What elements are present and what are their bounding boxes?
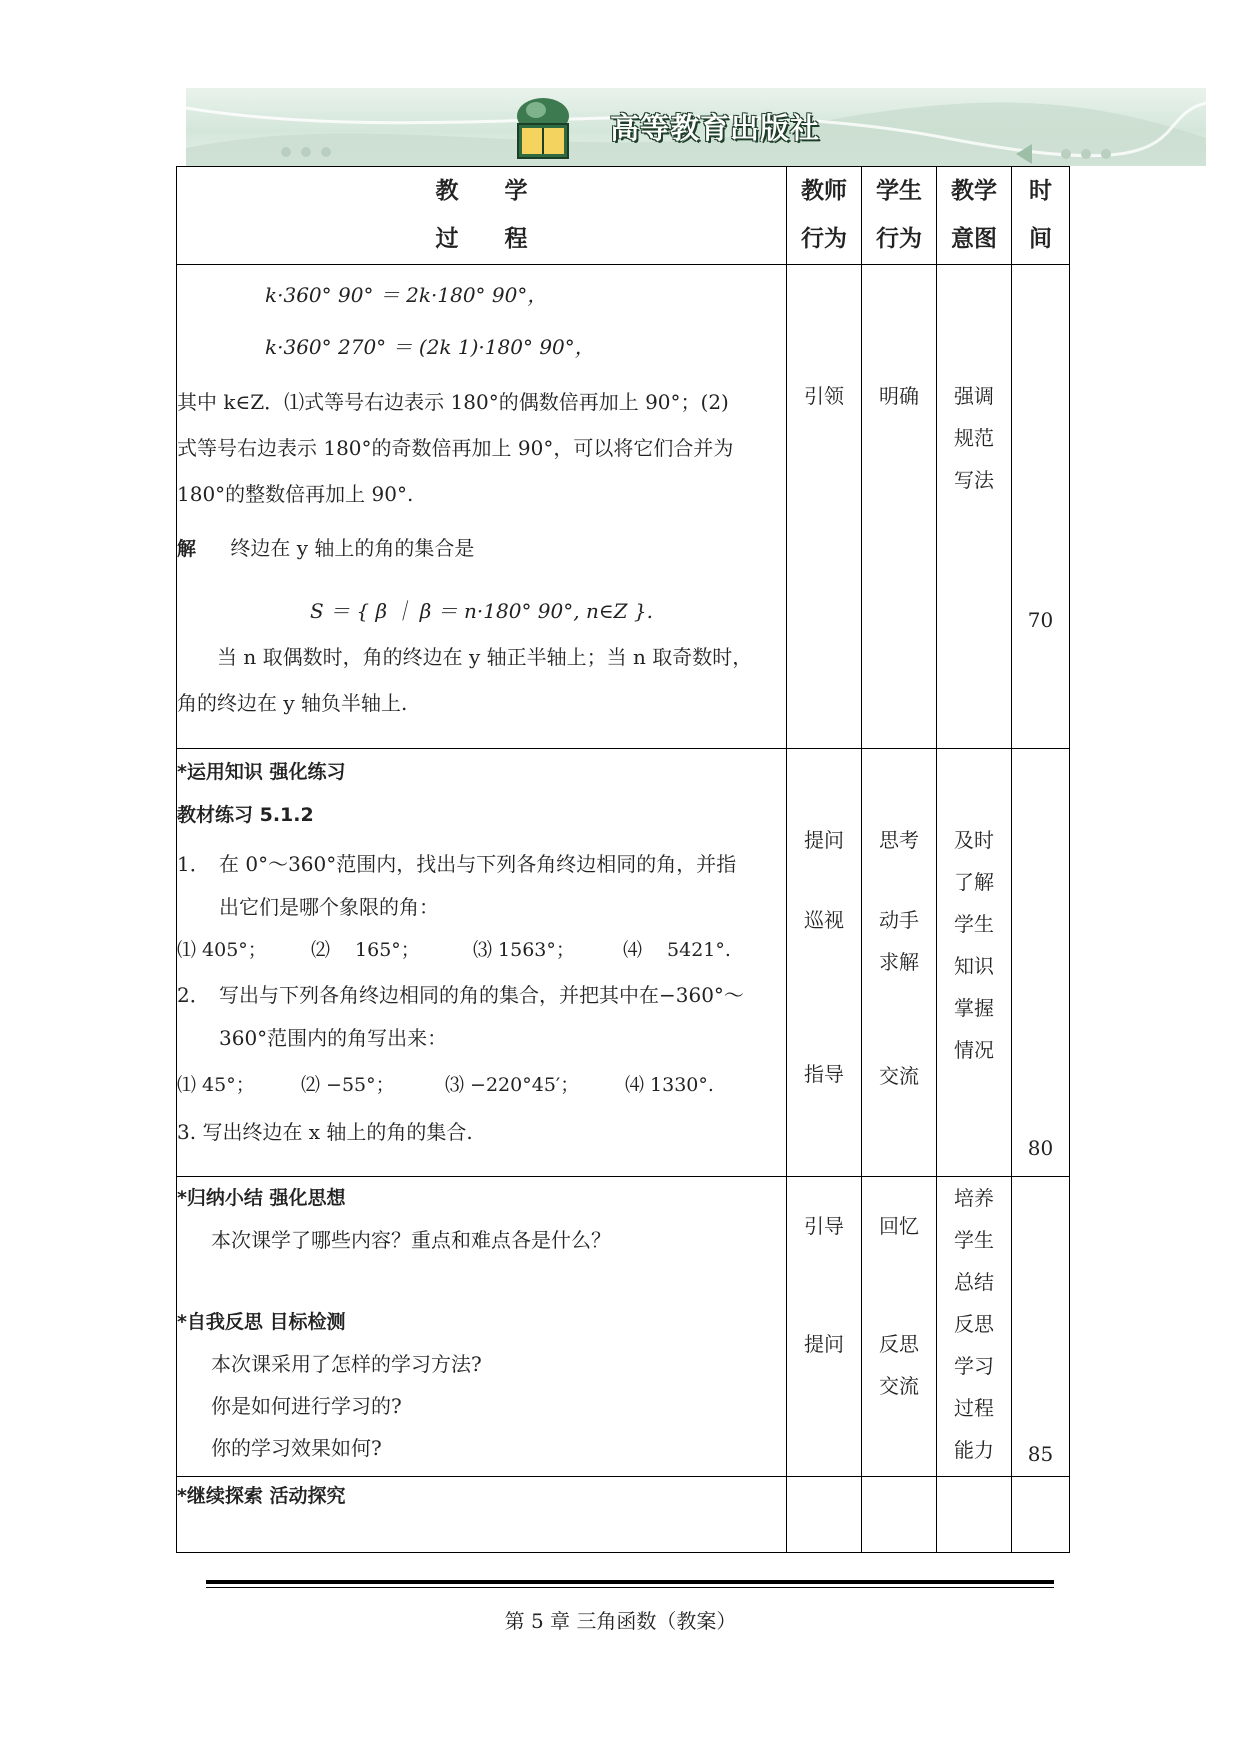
row2-student-2: 动手 [879, 908, 919, 932]
row4-intent [937, 1477, 1012, 1553]
row1-student-action: 明确 [879, 384, 919, 408]
section-explore: *继续探索 活动探究 [177, 1485, 346, 1507]
question-2-number: 2． [177, 983, 210, 1007]
table-header-row [177, 167, 1070, 265]
row2-student-4: 交流 [879, 1064, 919, 1088]
header-teacher-1: 教师 [801, 178, 847, 204]
question-2-line-2: 360°范围内的角写出来： [219, 1026, 448, 1050]
row1-time-value: 70 [1027, 608, 1054, 632]
row3-student [862, 1177, 937, 1477]
q1-item-3: ⑶ 1563°； [473, 939, 575, 961]
q2-item-4: ⑷ 1330°. [625, 1074, 714, 1096]
row3-intent-3: 总结 [954, 1270, 994, 1294]
question-1-line-1: 在 0°～360°范围内，找出与下列各角终边相同的角，并指 [219, 852, 737, 876]
row3-student-2: 反思 [879, 1332, 919, 1356]
row2-teacher-2: 巡视 [804, 908, 844, 932]
header-intent-2: 意图 [951, 226, 997, 252]
row2-student-3: 求解 [879, 950, 919, 974]
row4-time [1012, 1477, 1070, 1553]
row2-student-1: 思考 [879, 828, 919, 852]
row2-content [177, 749, 787, 1177]
equation-1: k·360° 90° ＝ 2k·180° 90°， [265, 283, 548, 307]
section-practice: *运用知识 强化练习 [177, 761, 346, 783]
table-row [177, 1177, 1070, 1477]
page-footer: 第 5 章 三角函数（教案） [504, 1609, 737, 1633]
conclusion-line-2: 角的终边在 y 轴负半轴上. [177, 691, 408, 715]
row4-teacher [787, 1477, 862, 1553]
header-process-bottom: 过 程 [435, 226, 528, 252]
row2-intent-6: 情况 [954, 1038, 994, 1062]
row2-teacher-1: 提问 [804, 828, 844, 852]
row3-intent-2: 学生 [954, 1228, 994, 1252]
q1-item-1: ⑴ 405°； [177, 939, 267, 961]
question-1-number: 1． [177, 852, 210, 876]
explanation-line-3: 180°的整数倍再加上 90°. [177, 482, 414, 506]
q1-item-4: ⑷ 5421°. [623, 939, 731, 961]
question-1-line-2: 出它们是哪个象限的角： [219, 895, 439, 919]
row3-student-3: 交流 [879, 1374, 919, 1398]
header-time-2: 间 [1029, 226, 1052, 252]
header-intent-1: 教学 [951, 178, 997, 204]
q2-item-3: ⑶ −220°45′； [445, 1074, 580, 1096]
row1-time [1012, 265, 1070, 749]
row2-intent [937, 749, 1012, 1177]
row3-time-value: 85 [1027, 1442, 1054, 1466]
row4-student [862, 1477, 937, 1553]
row2-intent-3: 学生 [954, 912, 994, 936]
header-process-top: 教 学 [435, 178, 528, 204]
row1-student [862, 265, 937, 749]
row1-teacher [787, 265, 862, 749]
row3-intent-5: 学习 [954, 1354, 994, 1378]
conclusion-line-1: 当 n 取偶数时，角的终边在 y 轴正半轴上；当 n 取奇数时， [217, 645, 753, 669]
row2-teacher-3: 指导 [804, 1062, 844, 1086]
row3-intent-6: 过程 [954, 1396, 994, 1420]
row2-intent-2: 了解 [954, 870, 994, 894]
question-2 [177, 974, 786, 1017]
footer-rule-thin [206, 1587, 1054, 1588]
question-1-items [177, 929, 786, 972]
set-equation: S ＝ { β ｜ β ＝ n·180° 90°, n∈Z }. [309, 599, 653, 623]
solution-text: 终边在 y 轴上的角的集合是 [230, 536, 475, 560]
book-logo-icon [508, 94, 578, 162]
reflection-question-1: 本次课采用了怎样的学习方法? [211, 1352, 482, 1376]
row3-intent-7: 能力 [954, 1438, 994, 1462]
summary-question: 本次课学了哪些内容？重点和难点各是什么？ [211, 1228, 611, 1252]
solution-label: 解 [177, 538, 197, 560]
lesson-plan-table [176, 166, 1070, 1553]
table-row [177, 1477, 1070, 1553]
header-teacher-2: 行为 [801, 226, 847, 252]
header-student [862, 167, 937, 265]
header-process [177, 167, 787, 265]
table-row [177, 749, 1070, 1177]
row2-time-value: 80 [1027, 1136, 1054, 1160]
equation-2: k·360° 270° ＝ (2k 1)·180° 90°， [265, 335, 595, 359]
row3-intent-4: 反思 [954, 1312, 994, 1336]
question-3: 3. 写出终边在 x 轴上的角的集合. [177, 1120, 473, 1144]
header-student-2: 行为 [876, 226, 922, 252]
question-2-line-1: 写出与下列各角终边相同的角的集合，并把其中在−360°～ [219, 983, 744, 1007]
row4-content [177, 1477, 787, 1553]
header-intent [937, 167, 1012, 265]
question-2-items [177, 1064, 786, 1107]
row2-student [862, 749, 937, 1177]
solution-line [177, 525, 786, 572]
row1-intent-1: 强调 [954, 384, 994, 408]
row2-intent-4: 知识 [954, 954, 994, 978]
row3-time [1012, 1177, 1070, 1477]
section-summary: *归纳小结 强化思想 [177, 1187, 346, 1209]
q1-item-2: ⑵ 165°； [311, 939, 420, 961]
reflection-question-2: 你是如何进行学习的? [211, 1394, 402, 1418]
row3-intent-1: 培养 [954, 1186, 994, 1210]
publisher-banner [186, 88, 1206, 166]
section-reflection: *自我反思 目标检测 [177, 1311, 346, 1333]
row1-content [177, 265, 787, 749]
subsection-exercise: 教材练习 5.1.2 [177, 804, 314, 826]
row2-intent-1: 及时 [954, 828, 994, 852]
publisher-name: 高等教育出版社 [610, 111, 821, 145]
row1-intent [937, 265, 1012, 749]
row2-teacher [787, 749, 862, 1177]
question-1 [177, 843, 786, 886]
header-time [1012, 167, 1070, 265]
row3-student-1: 回忆 [879, 1214, 919, 1238]
row3-intent [937, 1177, 1012, 1477]
table-row [177, 265, 1070, 749]
row2-time [1012, 749, 1070, 1177]
row3-teacher-2: 提问 [804, 1332, 844, 1356]
row1-intent-3: 写法 [954, 468, 994, 492]
row3-teacher-1: 引导 [804, 1214, 844, 1238]
header-time-1: 时 [1029, 178, 1052, 204]
row1-intent-2: 规范 [954, 426, 994, 450]
header-teacher [787, 167, 862, 265]
footer-rule-thick [206, 1580, 1054, 1584]
header-student-1: 学生 [876, 178, 922, 204]
row3-teacher [787, 1177, 862, 1477]
explanation-line-2: 式等号右边表示 180°的奇数倍再加上 90°，可以将它们合并为 [177, 436, 734, 460]
row1-teacher-action: 引领 [804, 384, 844, 408]
explanation-line-1: 其中 k∈Z．⑴式等号右边表示 180°的偶数倍再加上 90°；(2) [177, 390, 729, 414]
q2-item-1: ⑴ 45°； [177, 1074, 255, 1096]
row3-content [177, 1177, 787, 1477]
row2-intent-5: 掌握 [954, 996, 994, 1020]
reflection-question-3: 你的学习效果如何? [211, 1436, 382, 1460]
q2-item-2: ⑵ −55°； [301, 1074, 395, 1096]
